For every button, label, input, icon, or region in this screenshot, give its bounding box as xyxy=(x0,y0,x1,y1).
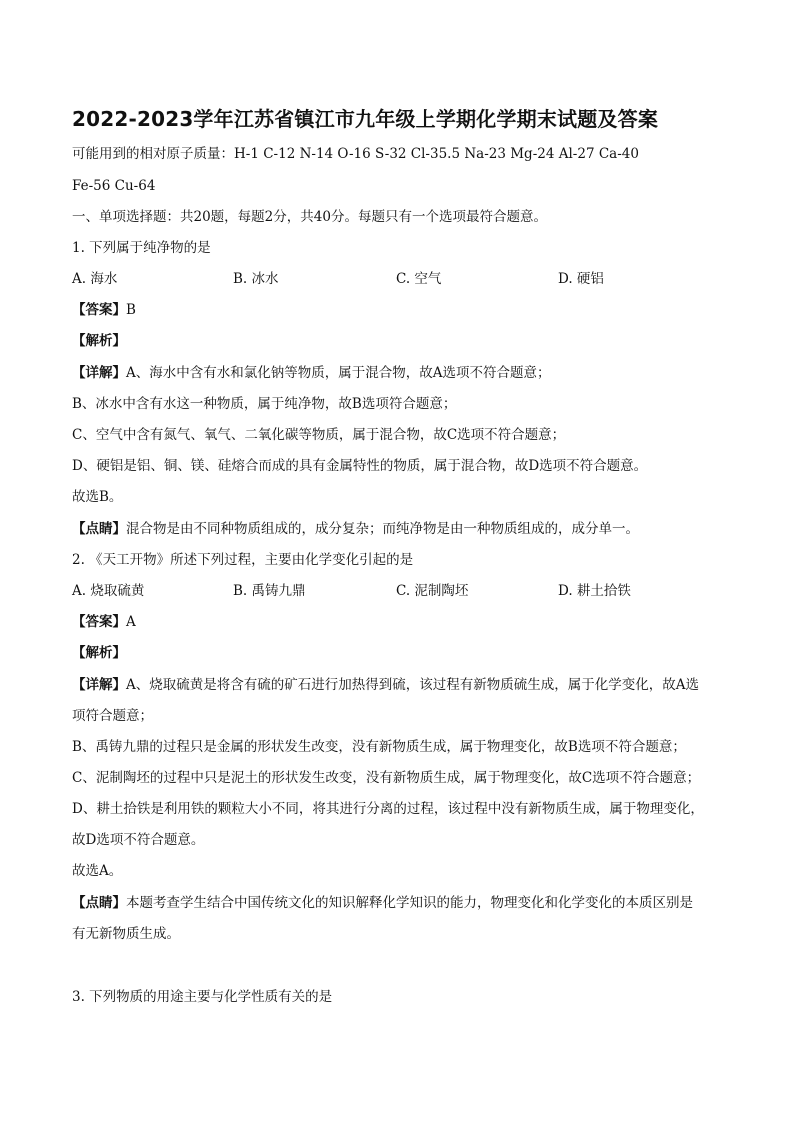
q1-comment: 混合物是由不同种物质组成的，成分复杂；而纯净物是由一种物质组成的，成分单一。 xyxy=(126,521,639,537)
q2-option-a: A. 烧取硫黄 xyxy=(72,583,145,599)
q2-detail-d-1: D、耕土拾铁是利用铁的颗粒大小不同，将其进行分离的过程，该过程中没有新物质生成，属于物理变化， xyxy=(72,801,704,817)
q2-answer-line xyxy=(72,613,136,631)
q1-detail-label: 【详解】 xyxy=(72,365,126,381)
q2-analysis-text: 【解析】 xyxy=(72,645,126,661)
q1-comment-line xyxy=(72,520,639,538)
q1-analysis-text: 【解析】 xyxy=(72,333,126,349)
q1-analysis-label xyxy=(72,332,126,350)
q2-detail-label: 【详解】 xyxy=(72,677,126,693)
q1-detail-c: C、空气中含有氮气、氧气、二氧化碳等物质，属于混合物，故C选项不符合题意； xyxy=(72,427,566,443)
q2-detail-d-2: 故D选项不符合题意。 xyxy=(72,832,205,848)
q1-option-d: D. 硬铝 xyxy=(558,271,604,287)
page-title: 2022-2023学年江苏省镇江市九年级上学期化学期末试题及答案 xyxy=(72,107,659,131)
q2-answer-value: A xyxy=(126,614,136,630)
q2-comment-1: 本题考查学生结合中国传统文化的知识解释化学知识的能力，物理变化和化学变化的本质区别是 xyxy=(126,895,693,911)
q2-detail-a-1: A、烧取硫黄是将含有硫的矿石进行加热得到硫，该过程有新物质硫生成，属于化学变化，故A选 xyxy=(126,677,699,693)
q1-detail-a: A、海水中含有水和氯化钠等物质，属于混合物，故A选项不符合题意； xyxy=(126,365,551,381)
q2-comment-label: 【点睛】 xyxy=(72,895,126,911)
q2-analysis-label xyxy=(72,644,126,662)
q1-option-b: B. 冰水 xyxy=(233,271,279,287)
q2-comment-line-1 xyxy=(72,894,693,912)
q2-detail-a-2: 项符合题意； xyxy=(72,708,153,724)
q3-stem: 3. 下列物质的用途主要与化学性质有关的是 xyxy=(72,989,333,1005)
q2-stem: 2. 《天工开物》所述下列过程，主要由化学变化引起的是 xyxy=(72,552,414,568)
q1-answer-line xyxy=(72,301,136,319)
q2-detail-c: C、泥制陶坯的过程中只是泥土的形状发生改变，没有新物质生成，属于物理变化，故C选项不符合题意； xyxy=(72,770,701,786)
q2-conclusion: 故选A。 xyxy=(72,863,123,879)
q1-option-c: C. 空气 xyxy=(396,271,442,287)
section-heading: 一、单项选择题：共20题，每题2分，共40分。每题只有一个选项最符合题意。 xyxy=(72,209,547,225)
q1-answer-value: B xyxy=(126,302,136,318)
q2-comment-2: 有无新物质生成。 xyxy=(72,926,180,942)
atomic-masses-line-2: Fe-56 Cu-64 xyxy=(72,178,156,194)
q1-answer-label: 【答案】 xyxy=(72,302,126,318)
q2-detail-b: B、禹铸九鼎的过程只是金属的形状发生改变，没有新物质生成，属于物理变化，故B选项不符合题意； xyxy=(72,739,686,755)
q2-answer-label: 【答案】 xyxy=(72,614,126,630)
q2-option-d: D. 耕土拾铁 xyxy=(558,583,631,599)
q1-detail-d: D、硬铝是铝、铜、镁、硅熔合而成的具有金属特性的物质，属于混合物，故D选项不符合题意。 xyxy=(72,458,648,474)
q2-option-b: B. 禹铸九鼎 xyxy=(233,583,306,599)
q1-stem: 1. 下列属于纯净物的是 xyxy=(72,240,211,256)
q1-detail-b: B、冰水中含有水这一种物质，属于纯净物，故B选项符合题意； xyxy=(72,396,457,412)
q1-detail-a-line xyxy=(72,364,551,382)
q1-conclusion: 故选B。 xyxy=(72,489,123,505)
q1-option-a: A. 海水 xyxy=(72,271,118,287)
q2-option-c: C. 泥制陶坯 xyxy=(396,583,469,599)
atomic-masses-line-1: 可能用到的相对原子质量：H-1 C-12 N-14 O-16 S-32 Cl-35.5 Na-23 Mg-24 Al-27 Ca-40 xyxy=(72,146,639,162)
q1-comment-label: 【点睛】 xyxy=(72,521,126,537)
q2-detail-a-line-1 xyxy=(72,676,699,694)
